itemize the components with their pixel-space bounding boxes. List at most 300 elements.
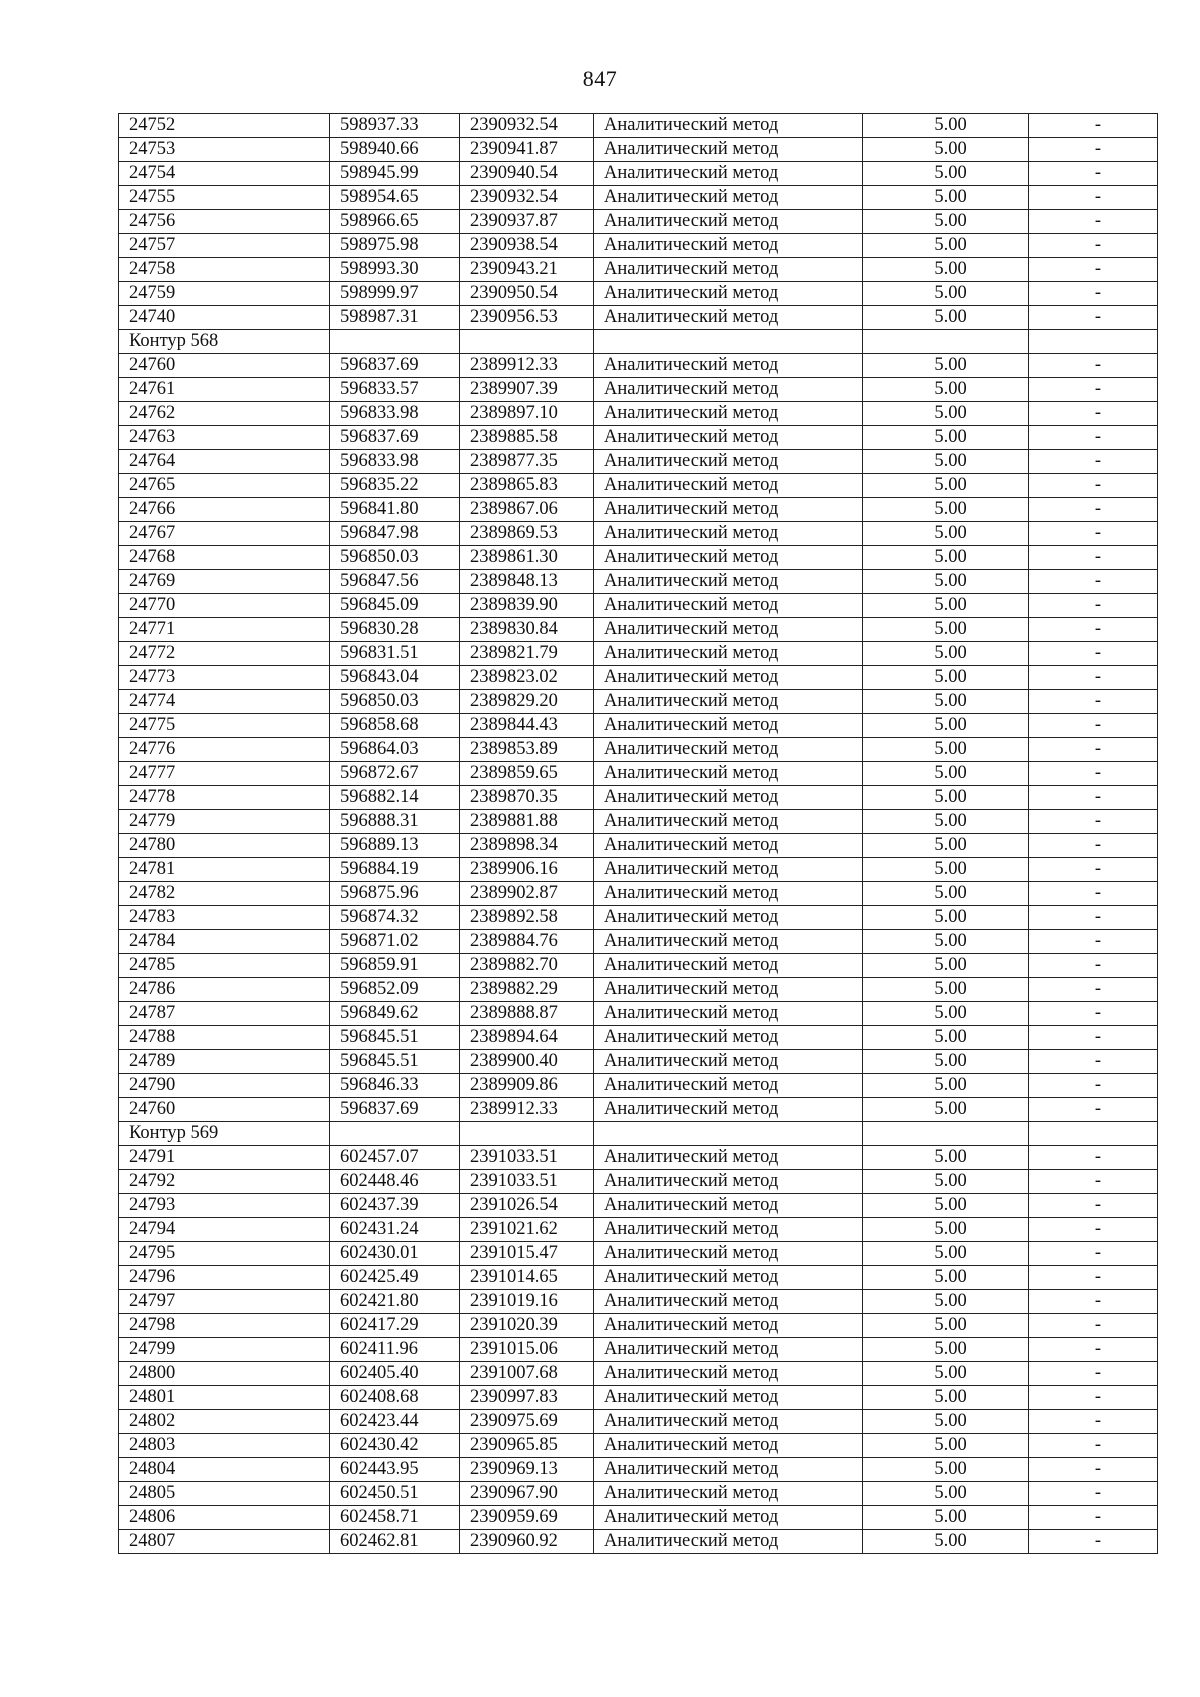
x-coordinate-cell: 596837.69 bbox=[330, 1098, 460, 1122]
point-number-cell: 24754 bbox=[119, 162, 330, 186]
table-row bbox=[119, 546, 1158, 570]
note-cell: - bbox=[1029, 1458, 1158, 1482]
table-row bbox=[119, 522, 1158, 546]
y-coordinate-cell: 2389830.84 bbox=[460, 618, 594, 642]
empty-cell bbox=[863, 330, 1029, 354]
accuracy-cell: 5.00 bbox=[863, 1314, 1029, 1338]
note-cell: - bbox=[1029, 1482, 1158, 1506]
method-cell: Аналитический метод bbox=[594, 474, 863, 498]
table-row bbox=[119, 1530, 1158, 1554]
x-coordinate-cell: 596835.22 bbox=[330, 474, 460, 498]
y-coordinate-cell: 2389902.87 bbox=[460, 882, 594, 906]
table-row bbox=[119, 114, 1158, 138]
y-coordinate-cell: 2389894.64 bbox=[460, 1026, 594, 1050]
note-cell: - bbox=[1029, 1410, 1158, 1434]
accuracy-cell: 5.00 bbox=[863, 594, 1029, 618]
note-cell: - bbox=[1029, 1002, 1158, 1026]
y-coordinate-cell: 2391033.51 bbox=[460, 1146, 594, 1170]
point-number-cell: 24791 bbox=[119, 1146, 330, 1170]
x-coordinate-cell: 598940.66 bbox=[330, 138, 460, 162]
method-cell: Аналитический метод bbox=[594, 666, 863, 690]
point-number-cell: 24756 bbox=[119, 210, 330, 234]
table-row bbox=[119, 1506, 1158, 1530]
table-row bbox=[119, 1482, 1158, 1506]
table-row bbox=[119, 1002, 1158, 1026]
x-coordinate-cell: 602430.01 bbox=[330, 1242, 460, 1266]
y-coordinate-cell: 2389906.16 bbox=[460, 858, 594, 882]
empty-cell bbox=[1029, 330, 1158, 354]
x-coordinate-cell: 602421.80 bbox=[330, 1290, 460, 1314]
method-cell: Аналитический метод bbox=[594, 810, 863, 834]
accuracy-cell: 5.00 bbox=[863, 1290, 1029, 1314]
point-number-cell: 24767 bbox=[119, 522, 330, 546]
y-coordinate-cell: 2390965.85 bbox=[460, 1434, 594, 1458]
note-cell: - bbox=[1029, 978, 1158, 1002]
accuracy-cell: 5.00 bbox=[863, 1050, 1029, 1074]
coordinates-table-body bbox=[119, 114, 1158, 1554]
accuracy-cell: 5.00 bbox=[863, 1386, 1029, 1410]
method-cell: Аналитический метод bbox=[594, 354, 863, 378]
point-number-cell: 24788 bbox=[119, 1026, 330, 1050]
accuracy-cell: 5.00 bbox=[863, 186, 1029, 210]
note-cell: - bbox=[1029, 378, 1158, 402]
x-coordinate-cell: 596837.69 bbox=[330, 426, 460, 450]
note-cell: - bbox=[1029, 186, 1158, 210]
x-coordinate-cell: 602457.07 bbox=[330, 1146, 460, 1170]
y-coordinate-cell: 2391015.47 bbox=[460, 1242, 594, 1266]
accuracy-cell: 5.00 bbox=[863, 906, 1029, 930]
point-number-cell: 24759 bbox=[119, 282, 330, 306]
table-row bbox=[119, 810, 1158, 834]
accuracy-cell: 5.00 bbox=[863, 570, 1029, 594]
empty-cell bbox=[863, 1122, 1029, 1146]
method-cell: Аналитический метод bbox=[594, 1074, 863, 1098]
y-coordinate-cell: 2391007.68 bbox=[460, 1362, 594, 1386]
x-coordinate-cell: 602408.68 bbox=[330, 1386, 460, 1410]
note-cell: - bbox=[1029, 450, 1158, 474]
point-number-cell: 24804 bbox=[119, 1458, 330, 1482]
accuracy-cell: 5.00 bbox=[863, 378, 1029, 402]
point-number-cell: 24797 bbox=[119, 1290, 330, 1314]
y-coordinate-cell: 2389884.76 bbox=[460, 930, 594, 954]
x-coordinate-cell: 602417.29 bbox=[330, 1314, 460, 1338]
empty-cell bbox=[330, 330, 460, 354]
point-number-cell: 24802 bbox=[119, 1410, 330, 1434]
note-cell: - bbox=[1029, 1434, 1158, 1458]
method-cell: Аналитический метод bbox=[594, 570, 863, 594]
point-number-cell: 24766 bbox=[119, 498, 330, 522]
x-coordinate-cell: 596884.19 bbox=[330, 858, 460, 882]
y-coordinate-cell: 2390960.92 bbox=[460, 1530, 594, 1554]
note-cell: - bbox=[1029, 306, 1158, 330]
y-coordinate-cell: 2389867.06 bbox=[460, 498, 594, 522]
x-coordinate-cell: 596889.13 bbox=[330, 834, 460, 858]
table-row bbox=[119, 1434, 1158, 1458]
point-number-cell: 24760 bbox=[119, 1098, 330, 1122]
y-coordinate-cell: 2389823.02 bbox=[460, 666, 594, 690]
method-cell: Аналитический метод bbox=[594, 1050, 863, 1074]
table-row bbox=[119, 1410, 1158, 1434]
point-number-cell: 24753 bbox=[119, 138, 330, 162]
note-cell: - bbox=[1029, 1386, 1158, 1410]
y-coordinate-cell: 2390932.54 bbox=[460, 186, 594, 210]
table-row bbox=[119, 306, 1158, 330]
y-coordinate-cell: 2389839.90 bbox=[460, 594, 594, 618]
point-number-cell: 24780 bbox=[119, 834, 330, 858]
point-number-cell: 24761 bbox=[119, 378, 330, 402]
x-coordinate-cell: 596875.96 bbox=[330, 882, 460, 906]
accuracy-cell: 5.00 bbox=[863, 210, 1029, 234]
point-number-cell: 24794 bbox=[119, 1218, 330, 1242]
point-number-cell: 24755 bbox=[119, 186, 330, 210]
accuracy-cell: 5.00 bbox=[863, 786, 1029, 810]
accuracy-cell: 5.00 bbox=[863, 258, 1029, 282]
accuracy-cell: 5.00 bbox=[863, 1146, 1029, 1170]
method-cell: Аналитический метод bbox=[594, 834, 863, 858]
accuracy-cell: 5.00 bbox=[863, 1218, 1029, 1242]
accuracy-cell: 5.00 bbox=[863, 882, 1029, 906]
y-coordinate-cell: 2389865.83 bbox=[460, 474, 594, 498]
method-cell: Аналитический метод bbox=[594, 426, 863, 450]
point-number-cell: 24798 bbox=[119, 1314, 330, 1338]
method-cell: Аналитический метод bbox=[594, 1530, 863, 1554]
accuracy-cell: 5.00 bbox=[863, 1410, 1029, 1434]
x-coordinate-cell: 596872.67 bbox=[330, 762, 460, 786]
point-number-cell: 24774 bbox=[119, 690, 330, 714]
accuracy-cell: 5.00 bbox=[863, 1458, 1029, 1482]
method-cell: Аналитический метод bbox=[594, 1290, 863, 1314]
accuracy-cell: 5.00 bbox=[863, 1338, 1029, 1362]
y-coordinate-cell: 2389909.86 bbox=[460, 1074, 594, 1098]
note-cell: - bbox=[1029, 1506, 1158, 1530]
contour-title: Контур 569 bbox=[119, 1122, 330, 1146]
contour-header-row bbox=[119, 1122, 1158, 1146]
note-cell: - bbox=[1029, 1194, 1158, 1218]
note-cell: - bbox=[1029, 1050, 1158, 1074]
method-cell: Аналитический метод bbox=[594, 906, 863, 930]
note-cell: - bbox=[1029, 858, 1158, 882]
table-row bbox=[119, 594, 1158, 618]
note-cell: - bbox=[1029, 1098, 1158, 1122]
point-number-cell: 24762 bbox=[119, 402, 330, 426]
accuracy-cell: 5.00 bbox=[863, 1074, 1029, 1098]
y-coordinate-cell: 2389859.65 bbox=[460, 762, 594, 786]
table-row bbox=[119, 450, 1158, 474]
method-cell: Аналитический метод bbox=[594, 1458, 863, 1482]
note-cell: - bbox=[1029, 1146, 1158, 1170]
empty-cell bbox=[460, 1122, 594, 1146]
note-cell: - bbox=[1029, 762, 1158, 786]
accuracy-cell: 5.00 bbox=[863, 426, 1029, 450]
accuracy-cell: 5.00 bbox=[863, 138, 1029, 162]
table-row bbox=[119, 786, 1158, 810]
point-number-cell: 24773 bbox=[119, 666, 330, 690]
note-cell: - bbox=[1029, 594, 1158, 618]
x-coordinate-cell: 596845.51 bbox=[330, 1050, 460, 1074]
table-row bbox=[119, 1074, 1158, 1098]
point-number-cell: 24770 bbox=[119, 594, 330, 618]
note-cell: - bbox=[1029, 402, 1158, 426]
table-row bbox=[119, 1290, 1158, 1314]
method-cell: Аналитический метод bbox=[594, 162, 863, 186]
x-coordinate-cell: 602405.40 bbox=[330, 1362, 460, 1386]
method-cell: Аналитический метод bbox=[594, 186, 863, 210]
y-coordinate-cell: 2389912.33 bbox=[460, 1098, 594, 1122]
y-coordinate-cell: 2389892.58 bbox=[460, 906, 594, 930]
accuracy-cell: 5.00 bbox=[863, 450, 1029, 474]
contour-title: Контур 568 bbox=[119, 330, 330, 354]
y-coordinate-cell: 2389848.13 bbox=[460, 570, 594, 594]
accuracy-cell: 5.00 bbox=[863, 1506, 1029, 1530]
table-row bbox=[119, 666, 1158, 690]
table-row bbox=[119, 882, 1158, 906]
method-cell: Аналитический метод bbox=[594, 930, 863, 954]
point-number-cell: 24768 bbox=[119, 546, 330, 570]
point-number-cell: 24778 bbox=[119, 786, 330, 810]
note-cell: - bbox=[1029, 426, 1158, 450]
note-cell: - bbox=[1029, 1530, 1158, 1554]
x-coordinate-cell: 602458.71 bbox=[330, 1506, 460, 1530]
point-number-cell: 24784 bbox=[119, 930, 330, 954]
method-cell: Аналитический метод bbox=[594, 210, 863, 234]
table-row bbox=[119, 714, 1158, 738]
x-coordinate-cell: 596847.98 bbox=[330, 522, 460, 546]
x-coordinate-cell: 596831.51 bbox=[330, 642, 460, 666]
x-coordinate-cell: 596849.62 bbox=[330, 1002, 460, 1026]
y-coordinate-cell: 2391021.62 bbox=[460, 1218, 594, 1242]
x-coordinate-cell: 598937.33 bbox=[330, 114, 460, 138]
table-row bbox=[119, 1458, 1158, 1482]
note-cell: - bbox=[1029, 1170, 1158, 1194]
point-number-cell: 24792 bbox=[119, 1170, 330, 1194]
x-coordinate-cell: 596850.03 bbox=[330, 546, 460, 570]
table-row bbox=[119, 1314, 1158, 1338]
x-coordinate-cell: 596874.32 bbox=[330, 906, 460, 930]
point-number-cell: 24779 bbox=[119, 810, 330, 834]
accuracy-cell: 5.00 bbox=[863, 1434, 1029, 1458]
page-number: 847 bbox=[582, 66, 618, 91]
x-coordinate-cell: 598975.98 bbox=[330, 234, 460, 258]
x-coordinate-cell: 602448.46 bbox=[330, 1170, 460, 1194]
accuracy-cell: 5.00 bbox=[863, 474, 1029, 498]
accuracy-cell: 5.00 bbox=[863, 930, 1029, 954]
point-number-cell: 24771 bbox=[119, 618, 330, 642]
x-coordinate-cell: 596864.03 bbox=[330, 738, 460, 762]
y-coordinate-cell: 2391019.16 bbox=[460, 1290, 594, 1314]
table-row bbox=[119, 1242, 1158, 1266]
point-number-cell: 24760 bbox=[119, 354, 330, 378]
y-coordinate-cell: 2390937.87 bbox=[460, 210, 594, 234]
x-coordinate-cell: 602425.49 bbox=[330, 1266, 460, 1290]
note-cell: - bbox=[1029, 1218, 1158, 1242]
accuracy-cell: 5.00 bbox=[863, 306, 1029, 330]
x-coordinate-cell: 598987.31 bbox=[330, 306, 460, 330]
x-coordinate-cell: 602443.95 bbox=[330, 1458, 460, 1482]
note-cell: - bbox=[1029, 546, 1158, 570]
y-coordinate-cell: 2389853.89 bbox=[460, 738, 594, 762]
method-cell: Аналитический метод bbox=[594, 690, 863, 714]
y-coordinate-cell: 2390997.83 bbox=[460, 1386, 594, 1410]
point-number-cell: 24769 bbox=[119, 570, 330, 594]
method-cell: Аналитический метод bbox=[594, 786, 863, 810]
y-coordinate-cell: 2390940.54 bbox=[460, 162, 594, 186]
point-number-cell: 24777 bbox=[119, 762, 330, 786]
method-cell: Аналитический метод bbox=[594, 1002, 863, 1026]
point-number-cell: 24807 bbox=[119, 1530, 330, 1554]
x-coordinate-cell: 596852.09 bbox=[330, 978, 460, 1002]
table-row bbox=[119, 162, 1158, 186]
x-coordinate-cell: 598999.97 bbox=[330, 282, 460, 306]
y-coordinate-cell: 2390938.54 bbox=[460, 234, 594, 258]
coordinates-table bbox=[118, 113, 1158, 1554]
empty-cell bbox=[1029, 1122, 1158, 1146]
point-number-cell: 24790 bbox=[119, 1074, 330, 1098]
y-coordinate-cell: 2391033.51 bbox=[460, 1170, 594, 1194]
point-number-cell: 24776 bbox=[119, 738, 330, 762]
method-cell: Аналитический метод bbox=[594, 738, 863, 762]
accuracy-cell: 5.00 bbox=[863, 1026, 1029, 1050]
table-row bbox=[119, 1362, 1158, 1386]
y-coordinate-cell: 2391014.65 bbox=[460, 1266, 594, 1290]
accuracy-cell: 5.00 bbox=[863, 642, 1029, 666]
note-cell: - bbox=[1029, 114, 1158, 138]
x-coordinate-cell: 596882.14 bbox=[330, 786, 460, 810]
note-cell: - bbox=[1029, 954, 1158, 978]
y-coordinate-cell: 2389844.43 bbox=[460, 714, 594, 738]
y-coordinate-cell: 2391026.54 bbox=[460, 1194, 594, 1218]
accuracy-cell: 5.00 bbox=[863, 1266, 1029, 1290]
y-coordinate-cell: 2390943.21 bbox=[460, 258, 594, 282]
x-coordinate-cell: 602430.42 bbox=[330, 1434, 460, 1458]
method-cell: Аналитический метод bbox=[594, 1098, 863, 1122]
point-number-cell: 24765 bbox=[119, 474, 330, 498]
x-coordinate-cell: 596858.68 bbox=[330, 714, 460, 738]
note-cell: - bbox=[1029, 642, 1158, 666]
note-cell: - bbox=[1029, 210, 1158, 234]
y-coordinate-cell: 2389870.35 bbox=[460, 786, 594, 810]
method-cell: Аналитический метод bbox=[594, 378, 863, 402]
method-cell: Аналитический метод bbox=[594, 594, 863, 618]
accuracy-cell: 5.00 bbox=[863, 978, 1029, 1002]
note-cell: - bbox=[1029, 930, 1158, 954]
x-coordinate-cell: 596833.98 bbox=[330, 402, 460, 426]
x-coordinate-cell: 596846.33 bbox=[330, 1074, 460, 1098]
table-row bbox=[119, 354, 1158, 378]
accuracy-cell: 5.00 bbox=[863, 858, 1029, 882]
y-coordinate-cell: 2389882.70 bbox=[460, 954, 594, 978]
y-coordinate-cell: 2390969.13 bbox=[460, 1458, 594, 1482]
note-cell: - bbox=[1029, 666, 1158, 690]
accuracy-cell: 5.00 bbox=[863, 714, 1029, 738]
table-row bbox=[119, 834, 1158, 858]
accuracy-cell: 5.00 bbox=[863, 522, 1029, 546]
accuracy-cell: 5.00 bbox=[863, 690, 1029, 714]
y-coordinate-cell: 2390959.69 bbox=[460, 1506, 594, 1530]
method-cell: Аналитический метод bbox=[594, 1506, 863, 1530]
method-cell: Аналитический метод bbox=[594, 762, 863, 786]
point-number-cell: 24740 bbox=[119, 306, 330, 330]
y-coordinate-cell: 2390950.54 bbox=[460, 282, 594, 306]
method-cell: Аналитический метод bbox=[594, 882, 863, 906]
method-cell: Аналитический метод bbox=[594, 114, 863, 138]
table-row bbox=[119, 258, 1158, 282]
method-cell: Аналитический метод bbox=[594, 450, 863, 474]
table-row bbox=[119, 1050, 1158, 1074]
method-cell: Аналитический метод bbox=[594, 546, 863, 570]
table-row bbox=[119, 978, 1158, 1002]
x-coordinate-cell: 596843.04 bbox=[330, 666, 460, 690]
accuracy-cell: 5.00 bbox=[863, 1482, 1029, 1506]
x-coordinate-cell: 602437.39 bbox=[330, 1194, 460, 1218]
x-coordinate-cell: 596859.91 bbox=[330, 954, 460, 978]
accuracy-cell: 5.00 bbox=[863, 1362, 1029, 1386]
note-cell: - bbox=[1029, 714, 1158, 738]
method-cell: Аналитический метод bbox=[594, 858, 863, 882]
y-coordinate-cell: 2389829.20 bbox=[460, 690, 594, 714]
point-number-cell: 24785 bbox=[119, 954, 330, 978]
note-cell: - bbox=[1029, 690, 1158, 714]
note-cell: - bbox=[1029, 834, 1158, 858]
y-coordinate-cell: 2389912.33 bbox=[460, 354, 594, 378]
note-cell: - bbox=[1029, 1074, 1158, 1098]
note-cell: - bbox=[1029, 474, 1158, 498]
method-cell: Аналитический метод bbox=[594, 1410, 863, 1434]
table-row bbox=[119, 426, 1158, 450]
method-cell: Аналитический метод bbox=[594, 1338, 863, 1362]
table-row bbox=[119, 906, 1158, 930]
x-coordinate-cell: 596871.02 bbox=[330, 930, 460, 954]
x-coordinate-cell: 596888.31 bbox=[330, 810, 460, 834]
point-number-cell: 24782 bbox=[119, 882, 330, 906]
y-coordinate-cell: 2389861.30 bbox=[460, 546, 594, 570]
point-number-cell: 24786 bbox=[119, 978, 330, 1002]
x-coordinate-cell: 596841.80 bbox=[330, 498, 460, 522]
accuracy-cell: 5.00 bbox=[863, 114, 1029, 138]
point-number-cell: 24803 bbox=[119, 1434, 330, 1458]
accuracy-cell: 5.00 bbox=[863, 954, 1029, 978]
method-cell: Аналитический метод bbox=[594, 714, 863, 738]
x-coordinate-cell: 596845.51 bbox=[330, 1026, 460, 1050]
accuracy-cell: 5.00 bbox=[863, 738, 1029, 762]
accuracy-cell: 5.00 bbox=[863, 666, 1029, 690]
x-coordinate-cell: 598993.30 bbox=[330, 258, 460, 282]
accuracy-cell: 5.00 bbox=[863, 618, 1029, 642]
table-row bbox=[119, 1266, 1158, 1290]
point-number-cell: 24752 bbox=[119, 114, 330, 138]
point-number-cell: 24781 bbox=[119, 858, 330, 882]
method-cell: Аналитический метод bbox=[594, 1482, 863, 1506]
y-coordinate-cell: 2390932.54 bbox=[460, 114, 594, 138]
table-row bbox=[119, 1098, 1158, 1122]
table-row bbox=[119, 1218, 1158, 1242]
method-cell: Аналитический метод bbox=[594, 978, 863, 1002]
table-row bbox=[119, 690, 1158, 714]
table-row bbox=[119, 954, 1158, 978]
method-cell: Аналитический метод bbox=[594, 282, 863, 306]
method-cell: Аналитический метод bbox=[594, 306, 863, 330]
y-coordinate-cell: 2389881.88 bbox=[460, 810, 594, 834]
table-row bbox=[119, 186, 1158, 210]
method-cell: Аналитический метод bbox=[594, 1218, 863, 1242]
table-row bbox=[119, 930, 1158, 954]
point-number-cell: 24772 bbox=[119, 642, 330, 666]
y-coordinate-cell: 2390975.69 bbox=[460, 1410, 594, 1434]
y-coordinate-cell: 2389898.34 bbox=[460, 834, 594, 858]
method-cell: Аналитический метод bbox=[594, 258, 863, 282]
note-cell: - bbox=[1029, 1242, 1158, 1266]
y-coordinate-cell: 2389900.40 bbox=[460, 1050, 594, 1074]
x-coordinate-cell: 602423.44 bbox=[330, 1410, 460, 1434]
